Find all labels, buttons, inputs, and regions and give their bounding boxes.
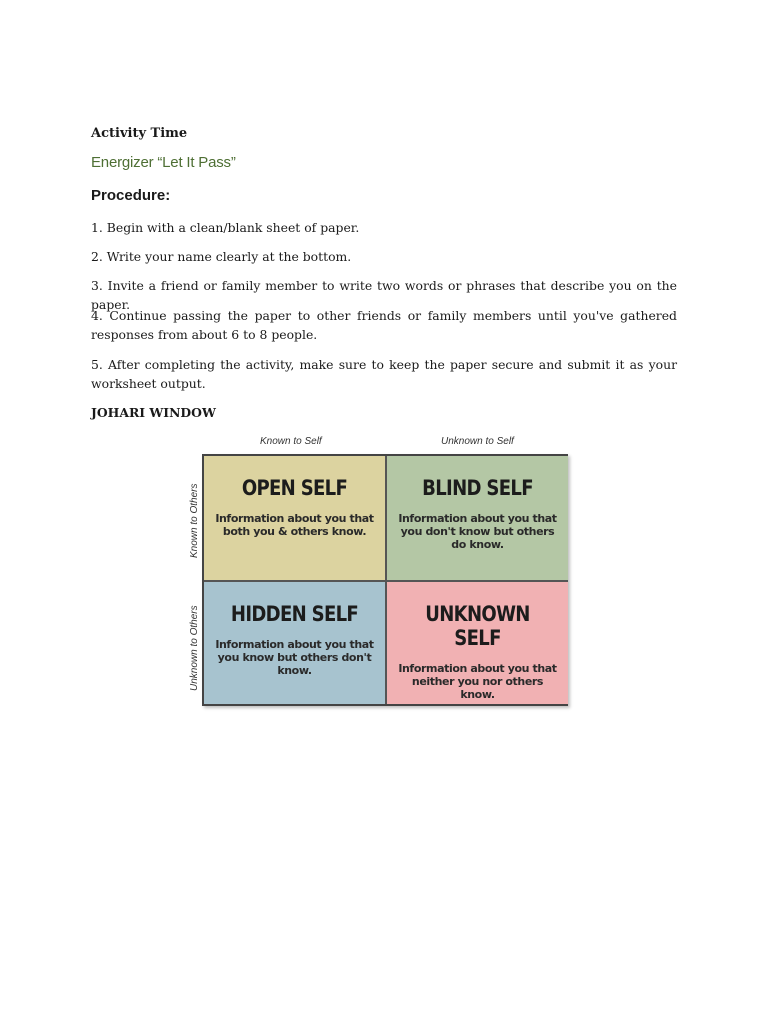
quadrant-open-self — [204, 456, 387, 582]
johari-grid — [202, 454, 568, 706]
step-2: 2. Write your name clearly at the bottom. — [91, 249, 352, 264]
col-label-known-to-self: Known to Self — [260, 436, 322, 447]
quadrant-blind-self — [387, 456, 568, 582]
step-5: 5. After completing the activity, make sure to keep the paper secure and submit it as your worksheet output. — [91, 357, 677, 391]
step-3: 3. Invite a friend or family member to write two words or phrases that describe you on the paper. — [91, 278, 677, 312]
quadrant-hidden-self — [204, 582, 387, 704]
quadrant-unknown-self — [387, 582, 568, 704]
activity-time-heading: Activity Time — [91, 126, 188, 141]
unknown-self-description: Information about you that neither you nor others know. — [398, 662, 557, 701]
johari-window-figure — [184, 436, 576, 708]
open-self-title: OPEN SELF — [241, 476, 348, 500]
unknown-self-title: UNKNOWN SELF — [425, 602, 530, 650]
open-self-description: Information about you that both you & others know. — [215, 512, 374, 538]
hidden-self-description: Information about you that you know but others don't know. — [215, 638, 374, 677]
row-label-unknown-to-others: Unknown to Others — [189, 605, 200, 691]
procedure-heading: Procedure: — [91, 187, 171, 204]
blind-self-title: BLIND SELF — [422, 476, 533, 500]
hidden-self-title: HIDDEN SELF — [230, 602, 359, 626]
blind-self-description: Information about you that you don't know but others do know. — [398, 512, 557, 551]
row-label-known-to-others: Known to Others — [189, 483, 200, 558]
johari-window-heading: JOHARI WINDOW — [91, 405, 216, 420]
energizer-title: Energizer “Let It Pass” — [91, 154, 236, 171]
col-label-unknown-to-self: Unknown to Self — [441, 436, 514, 447]
step-4: 4. Continue passing the paper to other friends or family members until you've gathered responses from about 6 to 8 people. — [91, 308, 677, 342]
step-1: 1. Begin with a clean/blank sheet of paper. — [91, 220, 360, 235]
